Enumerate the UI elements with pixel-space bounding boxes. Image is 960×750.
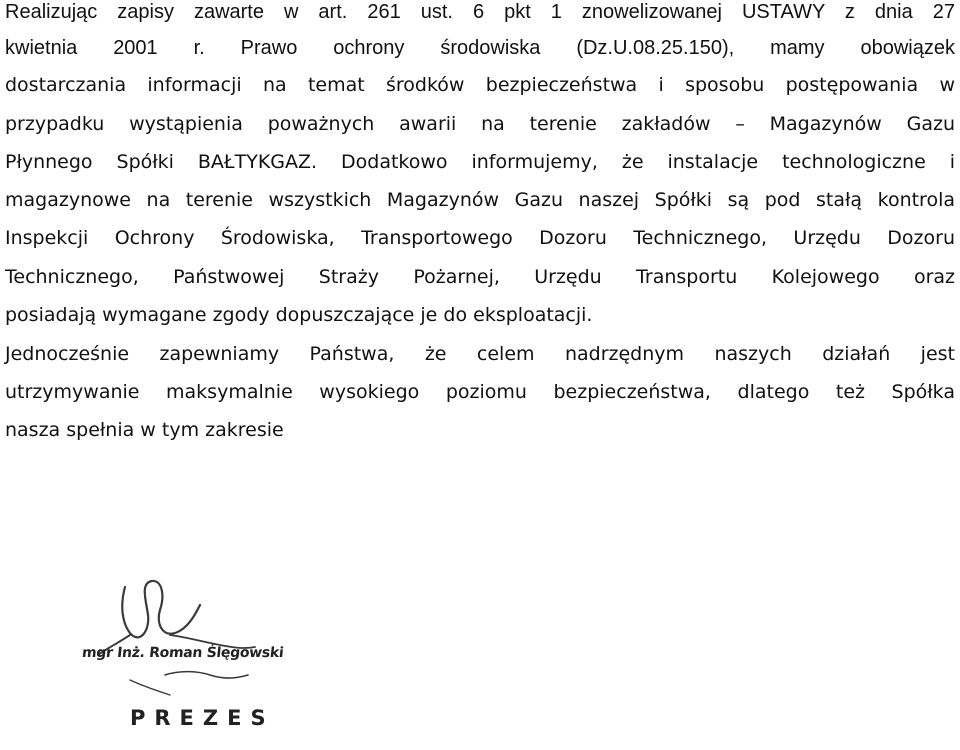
paragraph-1-line-9: posiadają wymagane zgody dopuszczające je do eksploatacji.	[5, 304, 593, 326]
paragraph-1-line-4: przypadku wystąpienia poważnych awarii na terenie zakładów – Magazynów Gazu	[5, 113, 955, 135]
paragraph-1-line-1: Realizując zapisy zawarte w art. 261 ust. 6 pkt 1 znowelizowanej USTAWY z dnia 27	[5, 1, 955, 23]
paragraph-2-line-3: nasza spełnia w tym zakresie	[5, 419, 284, 441]
paragraph-1-line-3: dostarczania informacji na temat środków bezpieczeństwa i sposobu postępowania w	[5, 74, 955, 96]
paragraph-1-line-8: Technicznego, Państwowej Straży Pożarnej, Urzędu Transportu Kolejowego oraz	[5, 266, 955, 288]
paragraph-1-line-7: Inspekcji Ochrony Środowiska, Transportowego Dozoru Technicznego, Urzędu Dozoru	[5, 227, 955, 249]
stamp-name: mgr Inż. Roman Ślęgowski	[81, 645, 285, 661]
paragraph-2-line-1: Jednocześnie zapewniamy Państwa, że celem nadrzędnym naszych działań jest	[5, 343, 955, 365]
stamp-title: PREZES	[130, 706, 275, 730]
paragraph-2-line-2: utrzymywanie maksymalnie wysokiego poziomu bezpieczeństwa, dlatego też Spółka	[5, 381, 955, 403]
paragraph-1-line-2: kwietnia 2001 r. Prawo ochrony środowiska (Dz.U.08.25.150), mamy obowiązek	[5, 37, 955, 59]
paragraph-1-line-5: Płynnego Spółki BAŁTYKGAZ. Dodatkowo informujemy, że instalacje technologiczne i	[5, 151, 955, 173]
paragraph-1-line-6: magazynowe na terenie wszystkich Magazynów Gazu naszej Spółki są pod stałą kontrola	[5, 189, 955, 211]
